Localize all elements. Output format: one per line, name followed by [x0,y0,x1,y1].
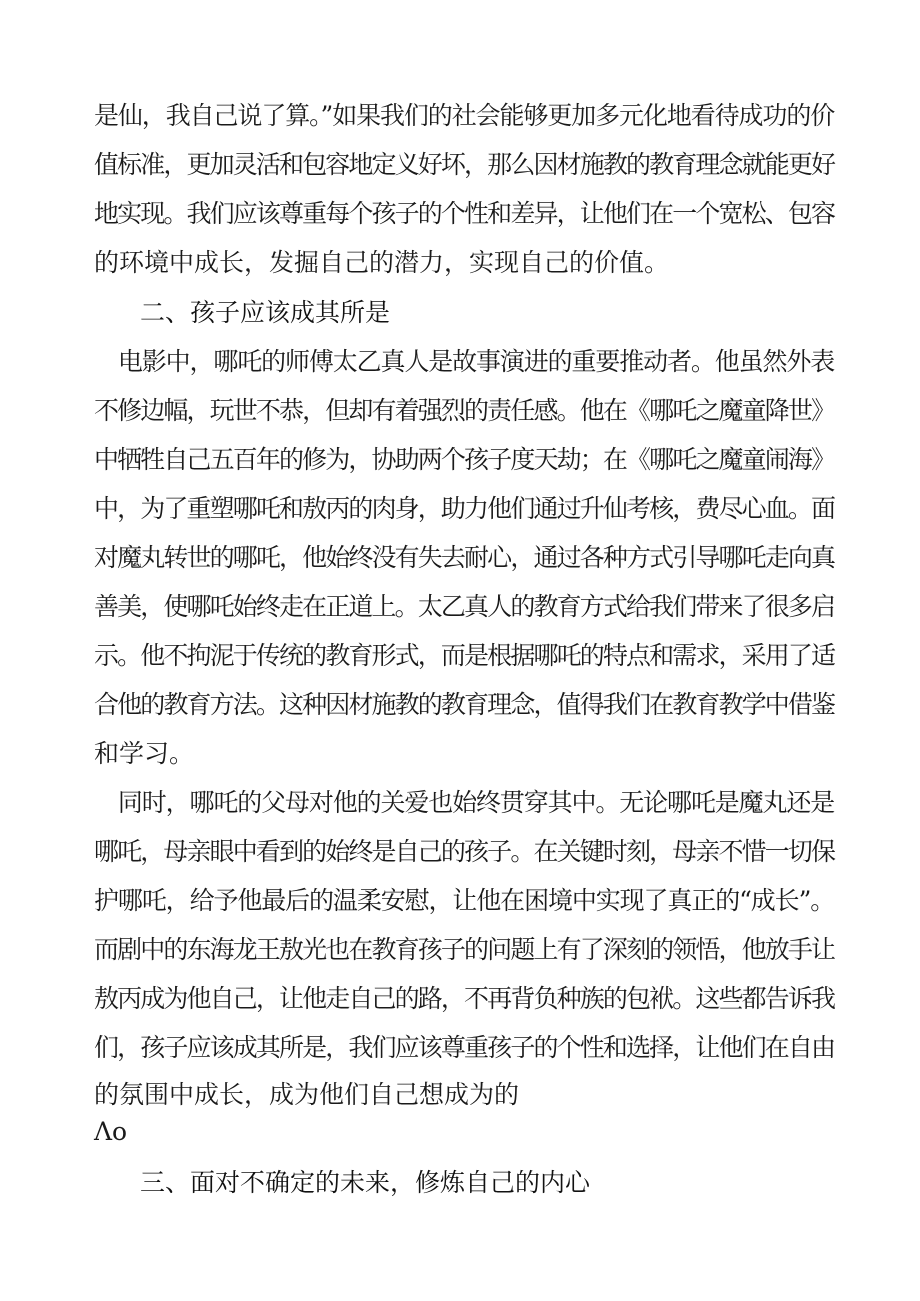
paragraph-3-line-2: 哪吒，母亲眼中看到的始终是自己的孩子。在关键时刻，母亲不惜一切保 [94,837,834,866]
paragraph-3-line-3: 护哪吒，给予他最后的温柔安慰，让他在困境中实现了真正的“成长”。 [94,886,834,915]
paragraph-3-line-8: Λo [94,1117,128,1146]
section-heading-2: 二、孩子应该成其所是 [140,298,391,327]
paragraph-2-line-1: 电影中，哪吒的师傅太乙真人是故事演进的重要推动者。他虽然外表 [94,347,834,376]
paragraph-3-line-1: 同时，哪吒的父母对他的关爱也始终贯穿其中。无论哪吒是魔丸还是 [94,788,834,817]
paragraph-1-line-3: 地实现。我们应该尊重每个孩子的个性和差异，让他们在一个宽松、包容 [94,199,834,228]
section-heading-3: 三、面对不确定的未来，修炼自己的内心 [140,1168,591,1197]
paragraph-1-line-4: 的环境中成长，发掘自己的潜力，实现自己的价值。 [94,248,670,277]
paragraph-2-line-5: 对魔丸转世的哪吒，他始终没有失去耐心，通过各种方式引导哪吒走向真 [94,543,834,572]
paragraph-3-line-5: 敖丙成为他自己，让他走自己的路，不再背负种族的包袱。这些都告诉我 [94,984,834,1013]
paragraph-2-line-9: 和学习。 [94,739,195,768]
paragraph-2-line-7: 示。他不拘泥于传统的教育形式，而是根据哪吒的特点和需求，采用了适 [94,641,834,670]
paragraph-2-line-2: 不修边幅，玩世不恭，但却有着强烈的责任感。他在《哪吒之魔童降世》 [94,396,834,425]
paragraph-2-line-4: 中，为了重塑哪吒和敖丙的肉身，助力他们通过升仙考核，费尽心血。面 [94,494,834,523]
paragraph-3-line-6: 们，孩子应该成其所是，我们应该尊重孩子的个性和选择，让他们在自由 [94,1033,834,1062]
paragraph-3-line-7: 的氛围中成长，成为他们自己想成为的 [94,1080,520,1109]
paragraph-2-line-6: 善美，使哪吒始终走在正道上。太乙真人的教育方式给我们带来了很多启 [94,592,834,621]
paragraph-2-line-8: 合他的教育方法。这种因材施教的教育理念，值得我们在教育教学中借鉴 [94,690,834,719]
paragraph-2-line-3: 中牺牲自己五百年的修为，协助两个孩子度天劫；在《哪吒之魔童闹海》 [94,445,834,474]
paragraph-1-line-1: 是仙，我自己说了算。”如果我们的社会能够更加多元化地看待成功的价 [94,101,834,130]
paragraph-1-line-2: 值标准，更加灵活和包容地定义好坏，那么因材施教的教育理念就能更好 [94,150,834,179]
paragraph-3-line-4: 而剧中的东海龙王敖光也在教育孩子的问题上有了深刻的领悟，他放手让 [94,935,834,964]
